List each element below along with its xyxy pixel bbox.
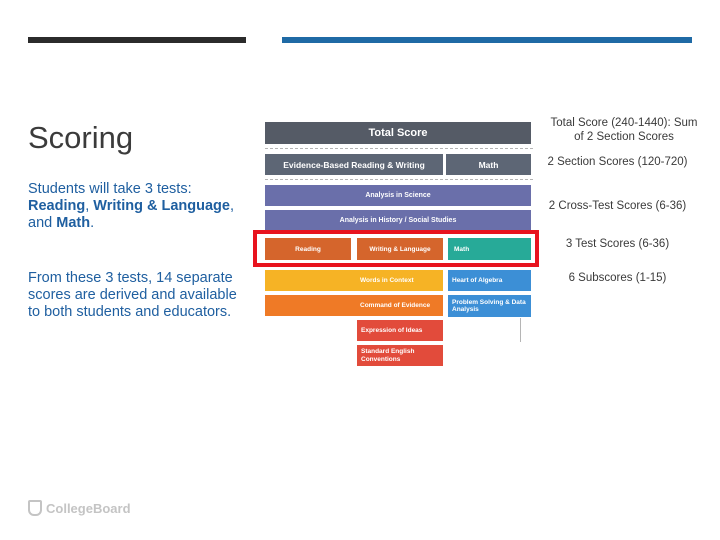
label-total-score: Total Score (240-1440): Sum of 2 Section Scores	[550, 117, 698, 143]
shield-icon	[28, 500, 42, 516]
description-text: From these 3 tests, 14 separate scores are derived and available to both students and educators.	[28, 270, 237, 320]
diagram-test-writing: Writing & Language	[357, 238, 443, 260]
diagram-cross-test-science: Analysis in Science	[265, 185, 531, 206]
intro-sep1: ,	[85, 198, 94, 214]
diagram-subscore-heart-of-algebra: Heart of Algebra	[448, 270, 531, 291]
diagram-subscore-standard-english: Standard English Conventions	[357, 345, 443, 366]
intro-test-reading: Reading	[28, 198, 86, 214]
label-subscores: 6 Subscores (1-15)	[568, 272, 667, 284]
label-section-scores: 2 Section Scores (120-720)	[547, 156, 688, 168]
intro-sep2: , and	[28, 198, 234, 231]
divider-sections	[265, 179, 533, 180]
intro-prefix: Students will take 3 tests:	[28, 181, 192, 197]
intro-test-writing: Writing & Language	[93, 198, 230, 214]
diagram-subscore-problem-solving: Problem Solving & Data Analysis	[448, 295, 531, 317]
intro-test-math: Math	[56, 215, 91, 231]
label-cross-test-scores: 2 Cross-Test Scores (6-36)	[548, 200, 687, 212]
collegeboard-logo	[28, 500, 131, 516]
header-rule-blue	[282, 37, 692, 43]
diagram-cross-test-history: Analysis in History / Social Studies	[265, 210, 531, 231]
divider-total	[265, 148, 533, 149]
label-test-scores: 3 Test Scores (6-36)	[565, 238, 670, 250]
intro-suffix: .	[90, 215, 95, 231]
diagram-subscore-words-in-context: Words in Context	[265, 270, 443, 291]
divider-vertical	[520, 318, 521, 342]
test-scores-highlight	[253, 230, 539, 267]
diagram-total-score: Total Score	[265, 122, 531, 144]
diagram-test-math: Math	[448, 238, 531, 260]
diagram-subscore-command-of-evidence: Command of Evidence	[265, 295, 443, 316]
diagram-section-ebrw: Evidence-Based Reading & Writing	[265, 154, 443, 175]
logo-text: CollegeBoard	[46, 500, 131, 516]
page-title: Scoring	[28, 120, 134, 155]
intro-text	[28, 181, 248, 232]
diagram-section-math: Math	[446, 154, 531, 175]
header-rule-dark	[28, 37, 246, 43]
diagram-subscore-expression-of-ideas: Expression of Ideas	[357, 320, 443, 341]
diagram-test-reading: Reading	[265, 238, 351, 260]
